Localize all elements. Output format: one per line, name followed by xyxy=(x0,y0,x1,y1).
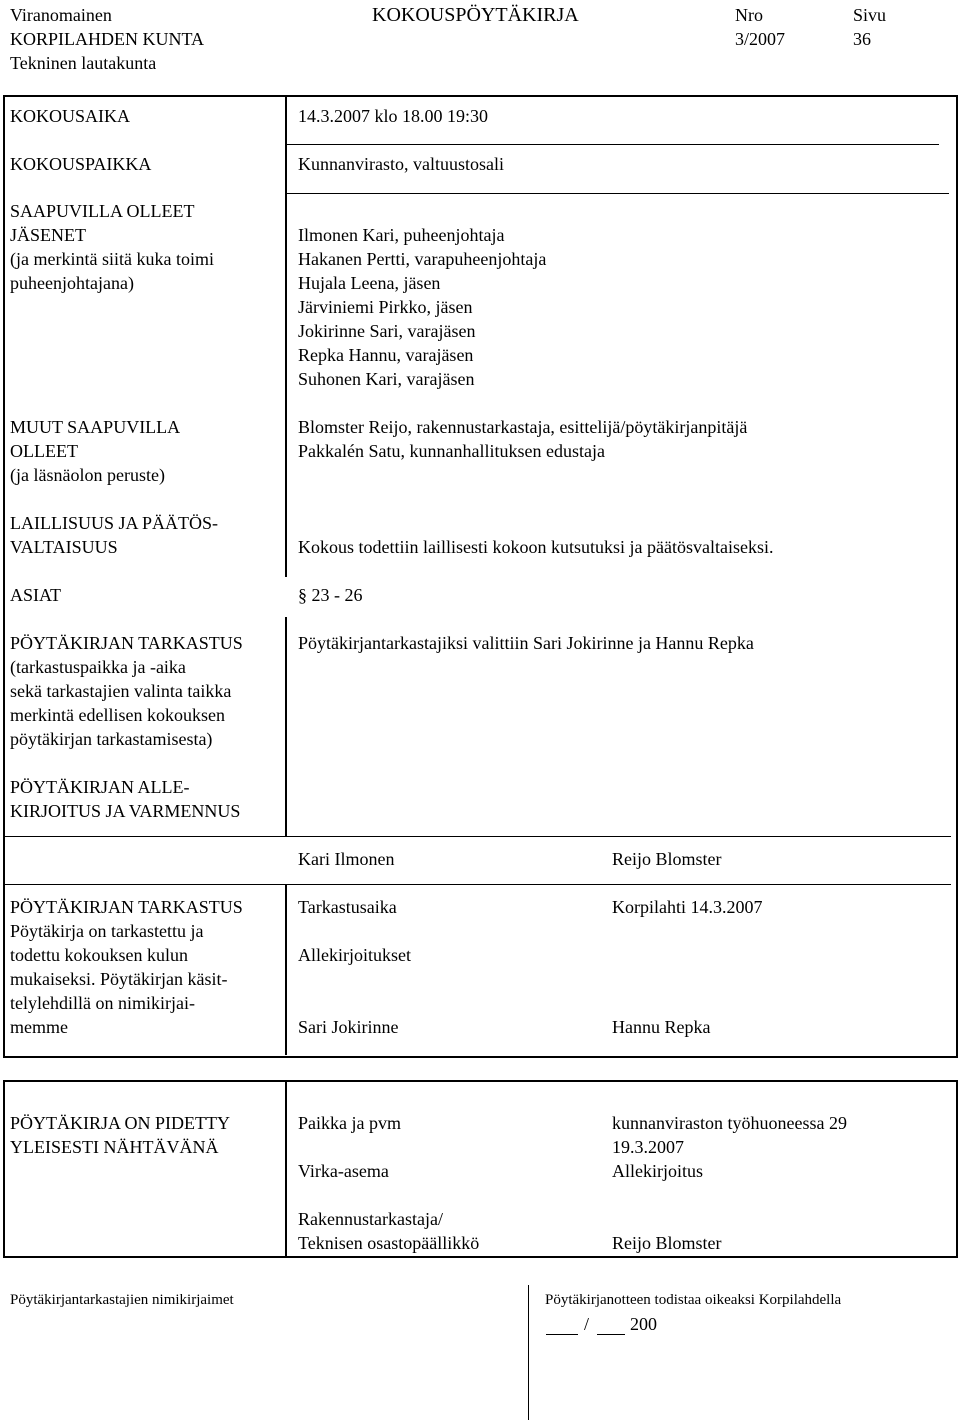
checker-2: Hannu Repka xyxy=(612,1017,711,1037)
member-item: Suhonen Kari, varajäsen xyxy=(298,369,475,389)
member-item: Hujala Leena, jäsen xyxy=(298,273,441,293)
topics-label: ASIAT xyxy=(10,585,62,605)
footer-right: Pöytäkirjanotteen todistaa oikeaksi Korpilahdella xyxy=(545,1292,842,1308)
column-divider-top xyxy=(285,97,287,577)
public-place-label: Paikka ja pvm xyxy=(298,1113,401,1133)
others-list xyxy=(298,415,747,463)
review-label: PÖYTÄKIRJAN TARKASTUS (tarkastuspaikka ja -aika sekä tarkastajien valinta taikka merkintä edellisen kokouksen pöytäkirjan tarkastamisesta) xyxy=(10,633,243,749)
header-page-label: Sivu xyxy=(853,5,887,25)
public-display-box xyxy=(3,1080,958,1258)
review-value: Pöytäkirjantarkastajiksi valittiin Sari Jokirinne ja Hannu Repka xyxy=(298,633,754,653)
check-time-value: Korpilahti 14.3.2007 xyxy=(612,897,763,917)
public-column-divider xyxy=(285,1082,287,1256)
footer-slash: / xyxy=(584,1314,590,1334)
signer-chair: Kari Ilmonen xyxy=(298,849,395,869)
header-nro-value: 3/2007 xyxy=(735,29,786,49)
meeting-time-label: KOKOUSAIKA xyxy=(10,106,130,126)
footer-year: 200 xyxy=(630,1314,657,1334)
rule-place xyxy=(287,193,949,194)
public-position-value: Rakennustarkastaja/ Teknisen osastopäällikkö xyxy=(298,1209,480,1253)
checker-1: Sari Jokirinne xyxy=(298,1017,399,1037)
public-label: PÖYTÄKIRJA ON PIDETTY YLEISESTI NÄHTÄVÄNÄ xyxy=(10,1113,230,1157)
member-item: Järviniemi Pirkko, jäsen xyxy=(298,297,473,317)
members-label: SAAPUVILLA OLLEET JÄSENET (ja merkintä siitä kuka toimi puheenjohtajana) xyxy=(10,201,214,293)
footer-left: Pöytäkirjantarkastajien nimikirjaimet xyxy=(10,1292,234,1308)
signer-secretary: Reijo Blomster xyxy=(612,849,722,869)
header-nro-label: Nro xyxy=(735,5,763,25)
signatures-label: Allekirjoitukset xyxy=(298,945,411,965)
legality-value: Kokous todettiin laillisesti kokoon kutsutuksi ja päätösvaltaiseksi. xyxy=(298,537,774,557)
public-signature-label: Allekirjoitus xyxy=(612,1161,703,1181)
footer-blank-1 xyxy=(546,1334,578,1335)
others-label: MUUT SAAPUVILLA OLLEET (ja läsnäolon peruste) xyxy=(10,417,181,485)
meeting-place-value: Kunnanvirasto, valtuustosali xyxy=(298,154,504,174)
rule-signature xyxy=(5,836,951,837)
meeting-time-value: 14.3.2007 klo 18.00 19:30 xyxy=(298,106,489,126)
column-divider-middle xyxy=(285,617,287,837)
signature-label: PÖYTÄKIRJAN ALLE- KIRJOITUS JA VARMENNUS xyxy=(10,777,241,821)
rule-time xyxy=(287,144,939,145)
footer-divider xyxy=(528,1285,529,1420)
header-doc-type: KOKOUSPÖYTÄKIRJA xyxy=(372,4,579,26)
legality-label: LAILLISUUS JA PÄÄTÖS- VALTAISUUS xyxy=(10,513,219,557)
meeting-place-label: KOKOUSPAIKKA xyxy=(10,154,152,174)
footer-blank-2 xyxy=(597,1334,625,1335)
other-item: Blomster Reijo, rakennustarkastaja, esittelijä/pöytäkirjanpitäjä xyxy=(298,417,748,437)
member-item: Ilmonen Kari, puheenjohtaja xyxy=(298,225,505,245)
member-item: Jokirinne Sari, varajäsen xyxy=(298,321,476,341)
header-page-value: 36 xyxy=(853,29,871,49)
other-item: Pakkalén Satu, kunnanhallituksen edustaja xyxy=(298,441,605,461)
public-position-label: Virka-asema xyxy=(298,1161,389,1181)
rule-signers xyxy=(5,884,951,885)
header-municipality: KORPILAHDEN KUNTA xyxy=(10,29,205,49)
member-item: Hakanen Pertti, varapuheenjohtaja xyxy=(298,249,547,269)
check-time-label: Tarkastusaika xyxy=(298,897,397,917)
header-org: Viranomainen xyxy=(10,5,112,25)
topics-value: § 23 - 26 xyxy=(298,585,363,605)
public-signer: Reijo Blomster xyxy=(612,1233,722,1253)
member-item: Repka Hannu, varajäsen xyxy=(298,345,474,365)
check-label: PÖYTÄKIRJAN TARKASTUS Pöytäkirja on tarkastettu ja todettu kokouksen kulun mukaiseksi. Pöytäkirjan käsit- telylehdillä on nimikirjai- memme xyxy=(10,897,243,1037)
column-divider-bottom xyxy=(285,885,287,1055)
members-list xyxy=(298,223,546,391)
header-board: Tekninen lautakunta xyxy=(10,53,157,73)
public-place-value: kunnanviraston työhuoneessa 29 19.3.2007 xyxy=(612,1113,847,1157)
